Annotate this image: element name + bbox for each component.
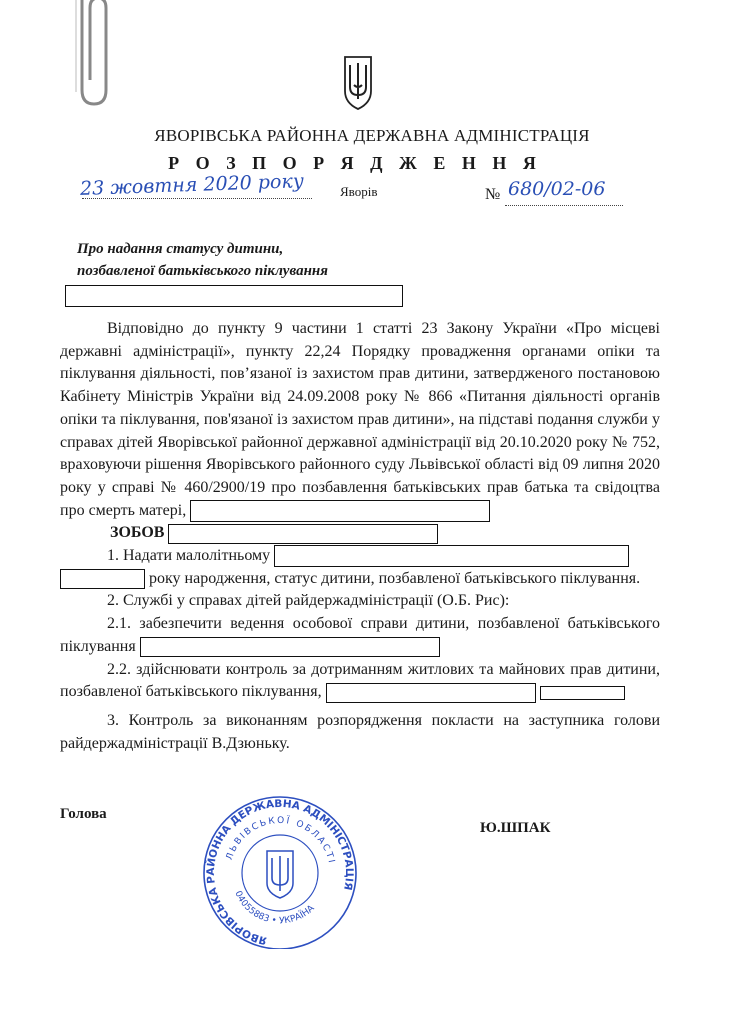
- place: Яворів: [340, 184, 378, 199]
- paperclip-icon: [62, 0, 112, 110]
- signatory-name: Ю.ШПАК: [480, 820, 551, 837]
- item-2-1: [60, 613, 660, 658]
- trident-emblem-icon: [343, 55, 373, 111]
- handwritten-number: 680/02-06: [508, 178, 606, 200]
- official-stamp: [195, 793, 365, 949]
- subject-line-1: Про надання статусу дитини,: [77, 241, 284, 257]
- redaction-box: [540, 686, 625, 700]
- item-2: 2. Службі у справах дітей райдержадміністрації (О.Б. Рис):: [107, 592, 510, 610]
- subject-line-2: позбавленої батьківського піклування: [77, 263, 328, 279]
- date-line: [82, 198, 312, 199]
- organization-title: ЯВОРІВСЬКА РАЙОННА ДЕРЖАВНА АДМІНІСТРАЦІЯ: [154, 126, 590, 145]
- item-1-text-a: 1. Надати малолітньому: [107, 547, 271, 565]
- preamble-text: Відповідно до пункту 9 частини 1 статті 23 Закону України «Про місцеві державні адміністрації», пункту 22,24 Порядку провадження органами опіки та піклування діяльності, пов’язаної із захистом прав дитини, затвердженого постановою Кабінету Міністрів України від 24.09.2008 року № 866 «Питання діяльності органів опіки та піклування, пов'язаної із захистом прав дитини», на підставі подання служби у справах дітей Яворівської районної державної адміністрації від 20.10.2020 року № 752, враховуючи рішення Яворівського районного суду Львівської області від 09 липня 2020 року у справі № 460/2900/19 про позбавлення батьківських прав батька та свідоцтва про смерть матері,: [60, 320, 660, 519]
- number-line: [505, 205, 623, 206]
- redaction-box: [65, 285, 403, 307]
- item-2-2: [60, 659, 660, 704]
- item-1-continued: [60, 568, 660, 591]
- item-2-1-text: 2.1. забезпечити ведення особової справи дитини, позбавленої батьківського піклування: [60, 615, 660, 655]
- document-type: Р О З П О Р Я Д Ж Е Н Н Я: [168, 153, 542, 173]
- stamp-code: 04055883 • УКРАЇНА: [232, 890, 317, 927]
- redaction-box: [140, 637, 440, 657]
- signatory-position: Голова: [60, 806, 107, 823]
- item-1-text-b: року народження, статус дитини, позбавленої батьківського піклування.: [149, 569, 641, 587]
- document-body: [60, 318, 660, 953]
- redaction-box: [168, 524, 438, 544]
- stamp-outer-text: ЯВОРІВСЬКА РАЙОННА ДЕРЖАВНА АДМІНІСТРАЦІЯ: [204, 798, 356, 948]
- number-label: №: [485, 186, 501, 203]
- item-2-2-text: 2.2. здійснювати контроль за дотриманням житлових та майнових прав дитини, позбавленої батьківського піклування,: [60, 660, 660, 701]
- preamble-paragraph: [60, 318, 660, 522]
- stamp-inner-text: ЛЬВІВСЬКОЇ ОБЛАСТІ: [224, 816, 337, 866]
- handwritten-date: 23 жовтня 2020 року: [79, 170, 305, 200]
- oblige-heading: [60, 522, 660, 545]
- signature-area: [60, 793, 660, 953]
- item-1: [60, 545, 660, 568]
- redaction-box: [326, 683, 536, 703]
- item-3: 3. Контроль за виконанням розпорядження покласти на заступника голови райдержадміністрації В.Дзюньку.: [60, 711, 660, 752]
- redaction-box: [190, 500, 490, 522]
- redaction-box: [274, 545, 629, 567]
- oblige-text: ЗОБОВ: [110, 524, 165, 542]
- redaction-box: [60, 569, 145, 589]
